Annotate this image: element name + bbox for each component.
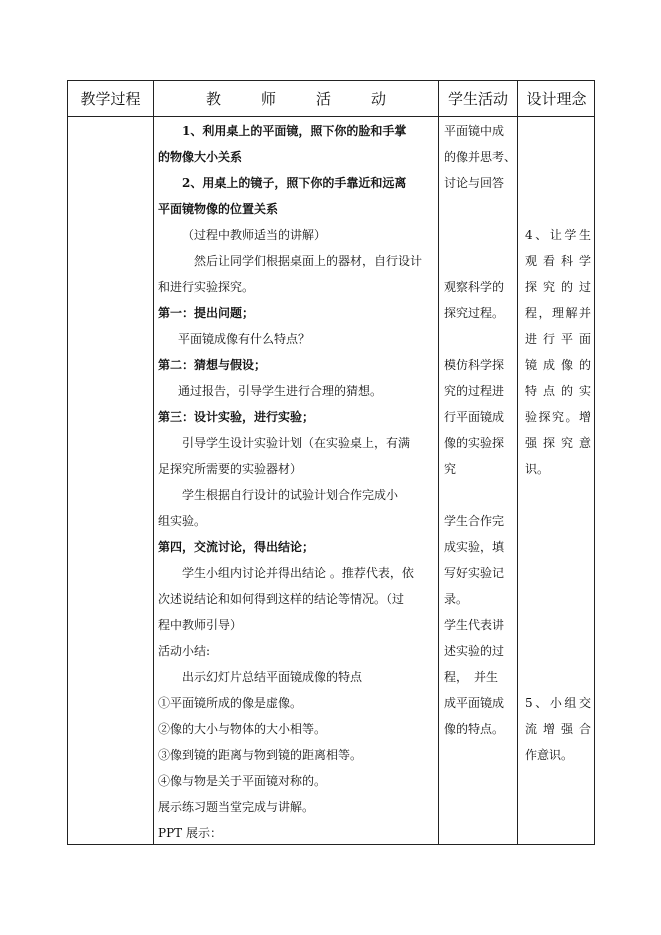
- design-concept-column: [519, 117, 595, 768]
- student-line: 录。: [444, 592, 469, 606]
- header-design: 设计理念: [526, 90, 587, 108]
- design-line: 观看科学: [525, 254, 591, 268]
- teacher-line: PPT 展示：: [158, 826, 222, 840]
- design-line: 特点的实: [525, 384, 591, 398]
- student-line: 行平面镜成: [444, 410, 505, 424]
- teacher-line: 通过报告，引导学生进行合理的猜想。: [178, 384, 383, 398]
- design-line: 探究的过: [525, 280, 591, 294]
- student-line: 像的特点。: [444, 722, 505, 736]
- step-heading: 第三：设计实验，进行实验；: [158, 410, 315, 424]
- feature-item: ②像的大小与物体的大小相等。: [158, 722, 327, 736]
- design-line: 识。: [525, 462, 550, 476]
- teacher-line: 然后让同学们根据桌面上的器材，自行设计: [194, 254, 423, 268]
- teacher-line: （过程中教师适当的讲解）: [182, 228, 327, 242]
- header-teacher: 教师活动: [205, 90, 426, 108]
- teacher-activity-column: [154, 117, 436, 846]
- student-line: 程， 并生: [444, 670, 499, 684]
- teacher-line: 引导学生设计实验计划（在实验桌上，有满: [182, 436, 411, 450]
- student-line: 模仿科学探: [444, 358, 505, 372]
- feature-item: ④像与物是关于平面镜对称的。: [158, 774, 327, 788]
- teacher-line: 出示幻灯片总结平面镜成像的特点: [182, 670, 363, 684]
- teacher-line: 足探究所需要的实验器材）: [158, 462, 303, 476]
- design-line: 4、让学生: [525, 228, 591, 242]
- step-heading: 第二：猜想与假设；: [158, 358, 267, 372]
- header-process: 教学过程: [80, 90, 141, 108]
- teacher-line: 学生根据自行设计的试验计划合作完成小: [182, 488, 399, 502]
- teacher-line: 学生小组内讨论并得出结论 。推荐代表，依: [182, 566, 414, 580]
- teacher-line: 和进行实验探究。: [158, 280, 255, 294]
- student-line: 的像并思考、: [444, 150, 517, 164]
- teacher-line: 展示练习题当堂完成与讲解。: [158, 800, 315, 814]
- step-heading: 第四，交流讨论，得出结论；: [158, 540, 315, 554]
- design-line: 镜成像的: [525, 358, 591, 372]
- student-line: 像的实验探: [444, 436, 505, 450]
- column-divider: [438, 81, 439, 844]
- teacher-line: 活动小结:: [158, 644, 211, 658]
- header-student: 学生活动: [447, 90, 508, 108]
- teacher-line: 程中教师引导）: [158, 618, 243, 632]
- student-line: 学生代表讲: [444, 618, 505, 632]
- student-activity-column: [440, 117, 518, 742]
- lesson-table: [67, 80, 595, 845]
- feature-item: ①平面镜所成的像是虚像。: [158, 696, 303, 710]
- student-line: 成平面镜成: [444, 696, 505, 710]
- design-line: 流增强合: [525, 722, 591, 736]
- student-line: 成实验，填: [444, 540, 505, 554]
- student-line: 观察科学的: [444, 280, 505, 294]
- student-line: 探究过程。: [444, 306, 505, 320]
- student-line: 平面镜中成: [444, 124, 505, 138]
- student-line: 学生合作完: [444, 514, 505, 528]
- design-line: 验探究。增: [525, 410, 591, 424]
- teacher-line: 次述说结论和如何得到这样的结论等情况。（过: [158, 592, 405, 606]
- feature-item: ③像到镜的距离与物到镜的距离相等。: [158, 748, 363, 762]
- student-line: 讨论与回答: [444, 176, 505, 190]
- design-line: 作意识。: [525, 748, 574, 762]
- student-line: 究的过程进: [444, 384, 505, 398]
- teacher-line: 2、用桌上的镜子，照下你的手靠近和远离: [182, 176, 407, 190]
- student-line: 述实验的过: [444, 644, 505, 658]
- design-line: 程，理解并: [525, 306, 591, 320]
- teacher-line: 1、利用桌上的平面镜，照下你的脸和手掌: [182, 124, 407, 138]
- design-line: 5、小组交: [525, 696, 591, 710]
- teacher-line: 的物像大小关系: [158, 150, 243, 164]
- teacher-line: 平面镜成像有什么特点？: [178, 332, 311, 346]
- teacher-line: 组实验。: [158, 514, 207, 528]
- teacher-line: 平面镜物像的位置关系: [158, 202, 279, 216]
- step-heading: 第一：提出问题；: [158, 306, 255, 320]
- design-line: 强探究意: [525, 436, 591, 450]
- student-line: 写好实验记: [444, 566, 505, 580]
- student-line: 究: [444, 462, 457, 476]
- design-line: 进行平面: [525, 332, 591, 346]
